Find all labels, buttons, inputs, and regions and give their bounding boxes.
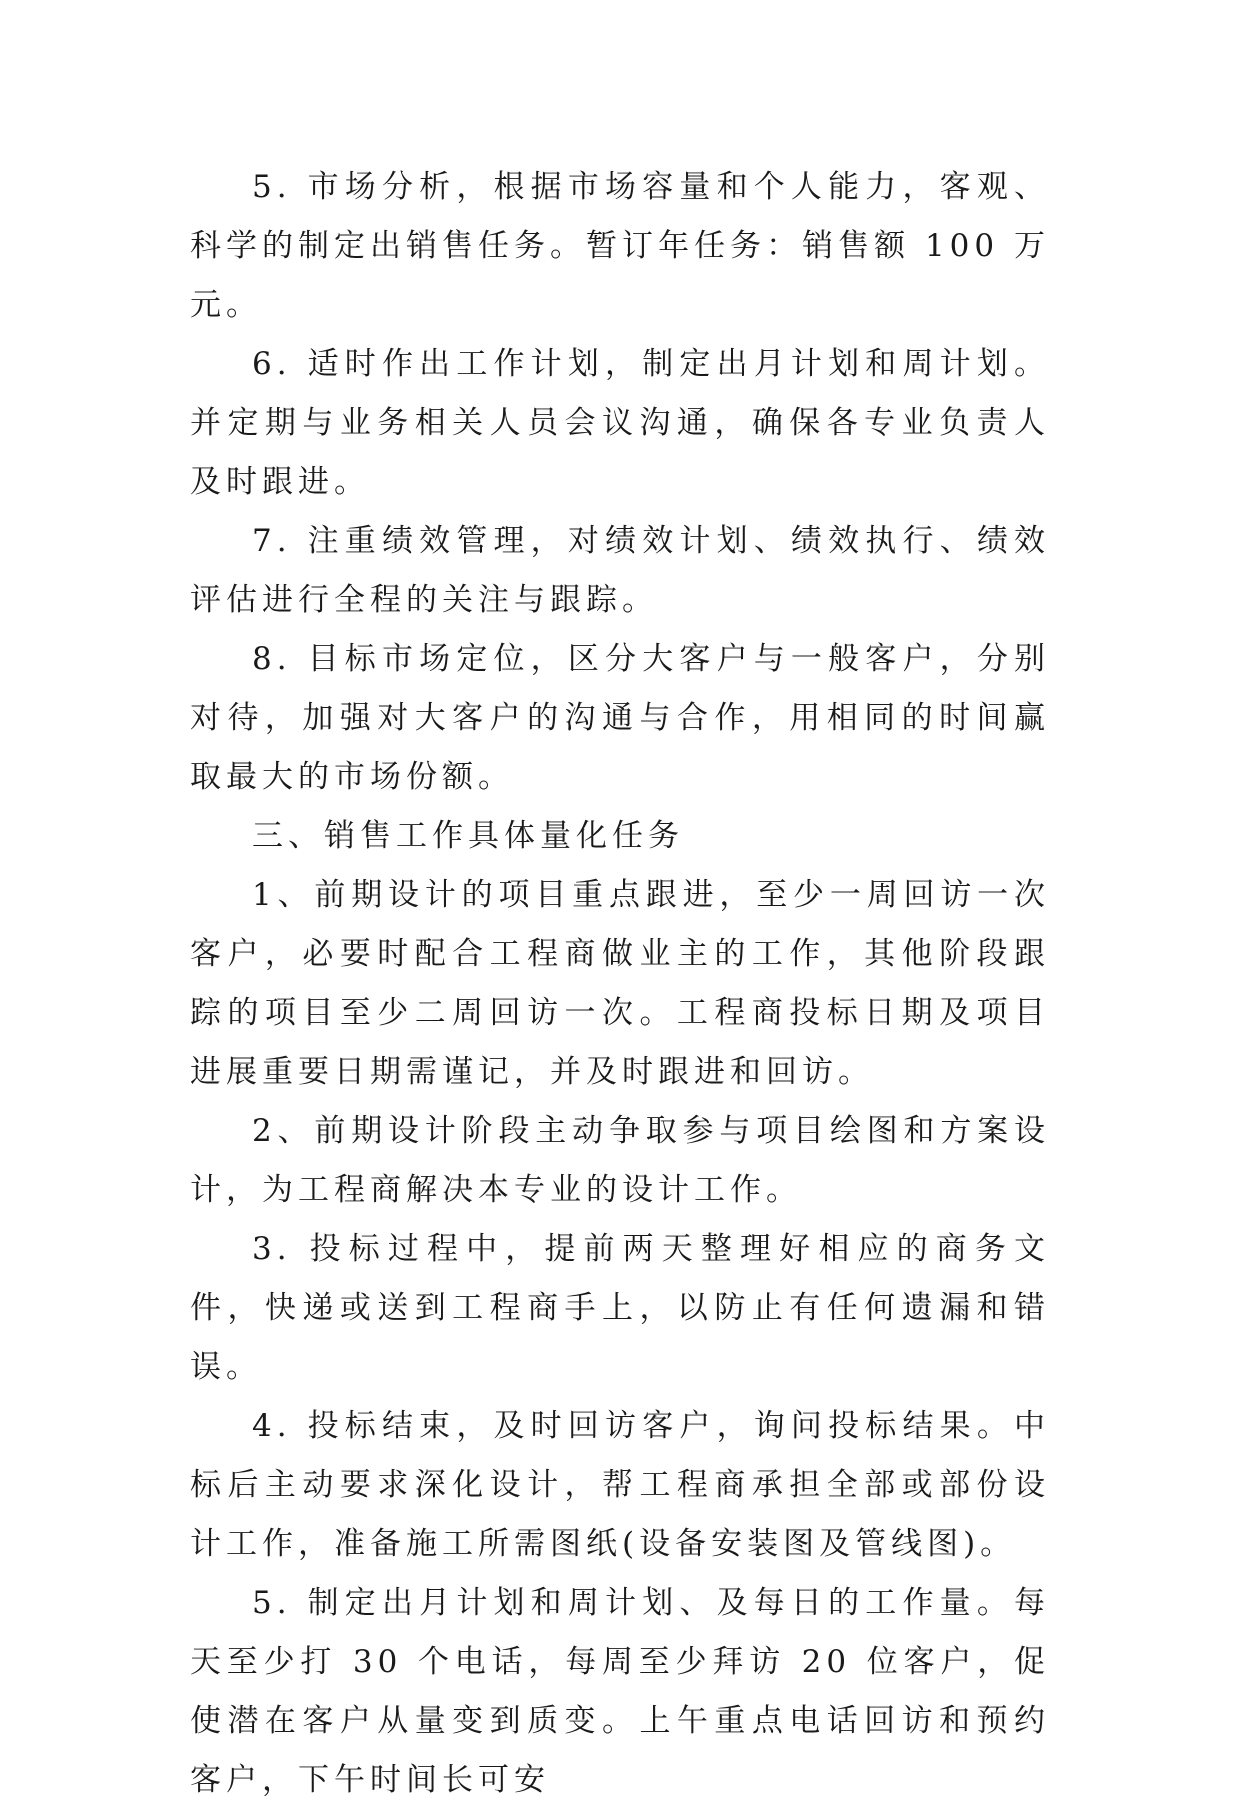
paragraph-task-5-workload: 5. 制定出月计划和周计划、及每日的工作量。每天至少打 30 个电话，每周至少拜访 20 位客户，促使潜在客户从量变到质变。上午重点电话回访和预约客户，下午时间长可安 bbox=[190, 1585, 1050, 1798]
paragraph-item-8-target-market: 8. 目标市场定位，区分大客户与一般客户，分别对待，加强对大客户的沟通与合作，用相同的时间赢取最大的市场份额。 bbox=[190, 641, 1050, 795]
document-body bbox=[190, 158, 1050, 1810]
paragraph-task-1-follow-up: 1、前期设计的项目重点跟进，至少一周回访一次客户，必要时配合工程商做业主的工作，其他阶段跟踪的项目至少二周回访一次。工程商投标日期及项目进展重要日期需谨记，并及时跟进和回访。 bbox=[190, 877, 1050, 1090]
paragraph-item-7-performance: 7. 注重绩效管理，对绩效计划、绩效执行、绩效评估进行全程的关注与跟踪。 bbox=[190, 523, 1050, 618]
paragraph-item-5-market-analysis: 5. 市场分析，根据市场容量和个人能力，客观、科学的制定出销售任务。暂订年任务：销售额 100 万元。 bbox=[190, 169, 1050, 323]
section-heading-3: 三、销售工作具体量化任务 bbox=[252, 818, 684, 854]
paragraph-task-2-design: 2、前期设计阶段主动争取参与项目绘图和方案设计，为工程商解决本专业的设计工作。 bbox=[190, 1113, 1050, 1208]
paragraph-task-3-bidding: 3. 投标过程中，提前两天整理好相应的商务文件，快递或送到工程商手上，以防止有任何遗漏和错误。 bbox=[190, 1231, 1050, 1385]
paragraph-item-6-work-plan: 6. 适时作出工作计划，制定出月计划和周计划。并定期与业务相关人员会议沟通，确保各专业负责人及时跟进。 bbox=[190, 346, 1050, 500]
paragraph-task-4-bid-result: 4. 投标结束，及时回访客户，询问投标结果。中标后主动要求深化设计，帮工程商承担全部或部份设计工作，准备施工所需图纸(设备安装图及管线图)。 bbox=[190, 1408, 1050, 1562]
